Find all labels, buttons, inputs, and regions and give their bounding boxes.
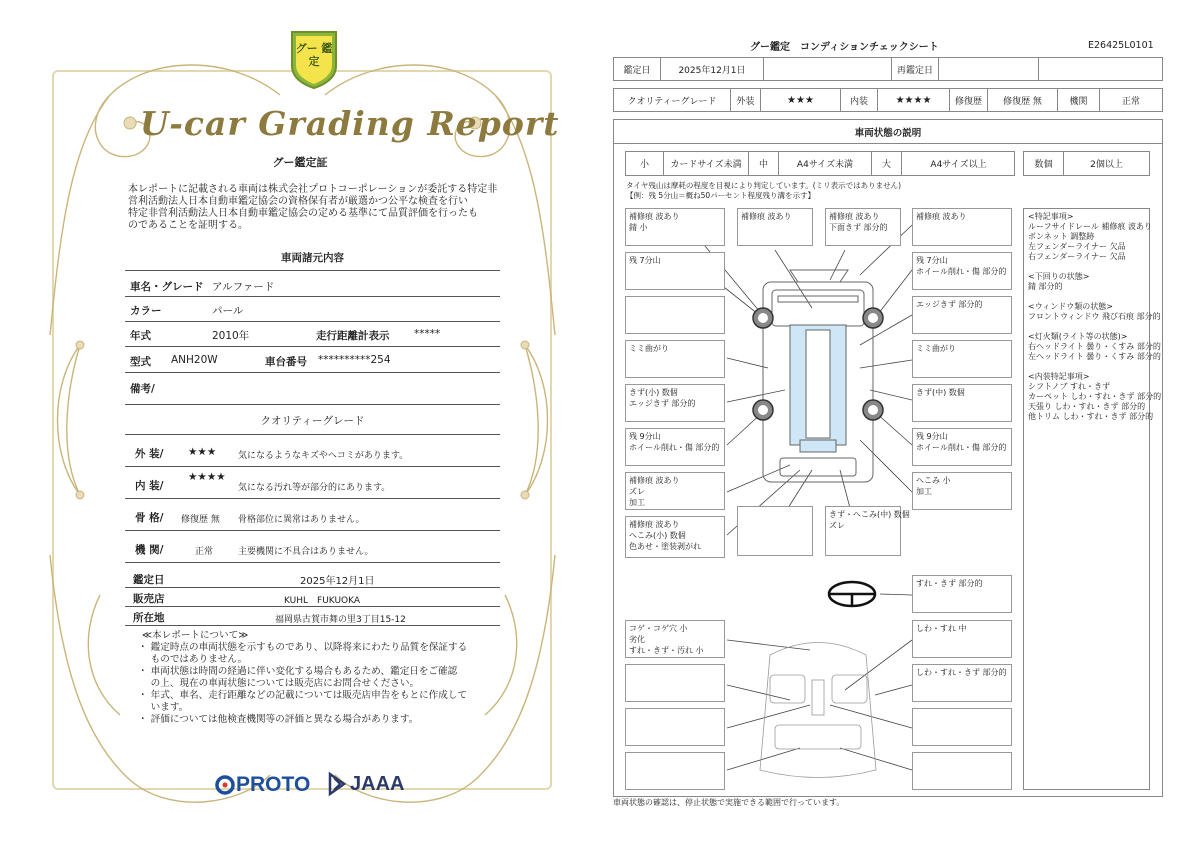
interior-stars: ★★★★ [188,471,226,483]
condition-box [912,208,1012,246]
condition-text: 劣化 [629,635,645,644]
engine-label: 機 関/ [135,544,164,556]
note-line: の上、現在の車両状態については販売店にお問合せください。 [138,678,420,689]
size-large: 大 [872,152,902,175]
report-title: U-car Grading Report [140,104,560,143]
condition-text: コゲ・コゲ穴 小 [629,624,688,633]
special-notes-panel [1023,208,1162,790]
condition-text: しわ・すれ・きず 部分的 [916,668,1007,677]
size-large-desc: A4サイズ以上 [930,160,987,170]
condition-text: 補修痕 波あり [741,212,792,221]
model-value: ANH20W [171,354,218,366]
exterior-desc: 気になるようなキズやヘコミがあります。 [238,451,409,461]
car-top-view [763,270,873,482]
redate-value [939,58,1039,80]
condition-box [737,208,813,246]
notes-heading: ≪本レポートについて≫ [142,630,249,641]
jaaa-logo [328,772,404,796]
car-name-value: アルファード [212,281,275,293]
condition-text: 残 9分山 [629,432,661,441]
condition-box [912,252,1012,290]
condition-box [625,472,725,510]
count-desc: 2個以上 [1090,160,1123,170]
condition-text: エッジきず 部分的 [916,300,983,309]
proto-logo [215,773,310,797]
special-note-line: カーペット しわ・すれ・きず 部分的 [1028,392,1162,401]
chassis-label: 車台番号 [265,356,307,368]
condition-box [825,208,901,246]
engine-value: 正常 [195,547,214,557]
condition-text: 錆 小 [629,223,648,232]
color-label: カラー [130,305,162,317]
size-legend [625,151,1015,176]
condition-box [625,252,725,290]
condition-text: 補修痕 波あり [916,212,967,221]
intro-line: 営利活動法人日本自動車鑑定協会の資格保有者が厳選かつ公平な検査を行い [128,196,468,207]
special-note-line: 左フェンダーライナー 欠品 [1028,242,1126,251]
condition-text: 加工 [629,498,645,507]
condition-box [912,664,1012,702]
condition-box [625,516,725,558]
exterior-label: 外 装/ [135,448,164,460]
special-note-line: 他トリム しわ・すれ・きず 部分的 [1028,412,1154,421]
size-mid-desc: A4サイズ未満 [779,152,872,175]
condition-box [625,708,725,746]
engine-label-r: 機関 [1058,89,1100,111]
interior-label: 内 装/ [135,480,164,492]
condition-box [912,384,1012,422]
quality-row [613,88,1163,112]
condition-box [912,708,1012,746]
special-note-line: 右ヘッドライト 曇り・くすみ 部分的 [1028,342,1161,351]
date-label: 鑑定日 [614,58,661,80]
year-label: 年式 [130,330,151,342]
condition-text: 残 7分山 [916,256,948,265]
condition-text: ホイール削れ・傷 部分的 [916,267,1007,276]
size-small-desc: カードサイズ未満 [664,152,749,175]
qg-label: クオリティーグレード [614,89,731,111]
condition-box [625,208,725,246]
jaaa-mark-icon [328,772,346,796]
condition-text: 残 7分山 [629,256,661,265]
color-value: パール [212,305,244,317]
condition-text: 補修痕 波あり [629,520,680,529]
special-note-line: シフトノブ すれ・きず [1028,382,1111,391]
condition-text: ホイール削れ・傷 部分的 [916,443,1007,452]
document-id: E26425L0101 [1088,40,1154,51]
condition-text: 補修痕 波あり [829,212,880,221]
size-small: 小 [626,152,664,175]
condition-text: ズレ [829,521,845,530]
condition-text: きず・へこみ(中) 数個 [829,510,910,519]
specs-heading: 車両諸元内容 [281,252,344,264]
size-mid: 中 [749,152,779,175]
note-line: ・ 鑑定時点の車両状態を示すものであり、以降将来にわたり品質を保証する [138,642,468,653]
note-line: ・ 年式、車名、走行距離などの記載については販売店申告をもとに作成して [138,690,468,701]
repair-label: 修復歴 [950,89,988,111]
dealer-label: 販売店 [133,593,165,605]
special-note-line [1028,292,1145,302]
goo-kantei-badge [288,28,340,90]
condition-text: 補修痕 波あり [629,476,680,485]
quality-heading: クオリティーグレード [260,415,365,427]
note-line: ものではありません。 [138,654,248,665]
condition-box [912,575,1012,613]
special-note-line: ボンネット 調整跡 [1028,232,1095,241]
remarks-label: 備考/ [130,383,155,395]
condition-box [825,506,910,556]
redate-label: 再鑑定日 [892,58,939,80]
model-label: 型式 [130,356,151,368]
frame-desc: 骨格部位に異常はありません。 [238,515,365,525]
special-note-line [1028,322,1145,332]
chassis-value: **********254 [318,354,391,366]
condition-text: 色あせ・塗装剥がれ [629,542,701,551]
condition-text: へこみ(小) 数個 [629,531,686,540]
condition-box [625,620,725,658]
condition-box [912,428,1012,466]
notes-section [138,630,467,726]
condition-box [912,340,1012,378]
condition-box [737,506,813,556]
mileage-value: ***** [414,328,441,340]
exterior-stars: ★★★ [188,446,217,458]
condition-box [912,620,1012,658]
condition-text: しわ・すれ 中 [916,624,967,633]
dealer-name: KUHL FUKUOKA [284,596,361,606]
interior-desc: 気になる汚れ等が部分的にあります。 [238,483,391,493]
footer-note: 車両状態の確認は、停止状態で実施できる範囲で行っています。 [613,798,845,807]
special-note-line: 右フェンダーライナー 欠品 [1028,252,1126,261]
condition-text: ミミ曲がり [916,344,956,353]
intro-line: 本レポートに記載される車両は株式会社プロトコーポレーションが委託する特定非 [128,184,498,195]
certificate-heading: グー鑑定証 [272,156,328,169]
car-name-label: 車名・グレード [130,281,204,293]
condition-box [912,752,1012,790]
special-note-line [1028,262,1145,272]
intro-paragraph [128,184,497,232]
condition-text: すれ・きず・汚れ 小 [629,646,704,655]
intro-line: のであることを証明する。 [128,220,248,231]
condition-box [625,664,725,702]
tire-note-1: タイヤ残山は摩耗の程度を目視により判定しています。(ミリ表示ではありません) [626,181,902,190]
special-note-line: <灯火類(ライト等の状態)> [1028,332,1128,341]
special-note-line: 錆 部分的 [1028,282,1063,291]
condition-box [625,752,725,790]
special-note-line: 天張り しわ・すれ・きず 部分的 [1028,402,1146,411]
condition-text: 下面きず 部分的 [829,223,888,232]
int-stars: ★★★★ [878,89,950,111]
engine-value-r: 正常 [1121,96,1140,107]
condition-text: きず(中) 数個 [916,388,965,397]
frame-label: 骨 格/ [135,512,164,524]
frame-value: 修復歴 無 [181,515,220,525]
badge-text: グー 鑑定 [295,42,333,68]
proto-text: PROTO [236,773,311,796]
special-note-line: <下回りの状態> [1028,272,1090,281]
date-row [613,57,1163,81]
special-note-line: <内装特記事項> [1028,372,1090,381]
mileage-label: 走行距離計表示 [316,330,390,342]
condition-text: ズレ [629,487,645,496]
condition-box [625,296,725,334]
condition-text: 残 9分山 [916,432,948,441]
condition-heading: 車両状態の説明 [854,128,922,139]
special-note-line: 左ヘッドライト 曇り・くすみ 部分的 [1028,352,1161,361]
sheet-title: グー鑑定 コンディションチェックシート [750,42,939,53]
condition-text: 補修痕 波あり [629,212,680,221]
condition-text: 加工 [916,487,932,496]
count-legend [1023,151,1150,176]
steering-wheel-icon [829,582,875,606]
condition-box [912,472,1012,510]
year-value: 2010年 [212,330,250,342]
condition-text: きず(小) 数個 [629,388,678,397]
car-interior-view [760,643,876,778]
proto-mark-icon [215,775,235,795]
jaaa-text: JAAA [350,772,405,795]
int-label: 内装 [841,89,878,111]
blank-cell [764,58,892,80]
special-note-line: ルーフサイドレール 補修痕 波あり [1028,222,1152,231]
appraisal-date-label: 鑑定日 [133,574,165,586]
count-label: 数個 [1024,152,1064,175]
condition-text: へこみ 小 [916,476,951,485]
condition-box [625,340,725,378]
condition-text: すれ・きず 部分的 [916,579,983,588]
special-note-line: <特記事項> [1028,212,1074,221]
note-line: ・ 車両状態は時間の経過に伴い変化する場合もあるため、鑑定日をご確認 [138,666,458,677]
ext-stars: ★★★ [761,89,841,111]
special-note-line: フロントウィンドウ 飛び石痕 部分的 [1028,312,1161,321]
ext-label: 外装 [731,89,761,111]
repair-value: 修復歴 無 [988,89,1058,111]
date-value: 2025年12月1日 [661,58,764,80]
location-label: 所在地 [133,612,165,624]
condition-text: エッジきず 部分的 [629,399,696,408]
location-value: 福岡県古賀市舞の里3丁目15-12 [275,615,406,625]
condition-text: ミミ曲がり [629,344,669,353]
tire-note-2: 【例：残 5分山＝概ね50パーセント程度残り溝を示す】 [626,191,816,200]
note-line: ・ 評価については他検査機関等の評価と異なる場合があります。 [138,714,419,725]
intro-line: 特定非営利活動法人日本自動車鑑定協会の定める基準にて品質評価を行ったも [128,208,478,219]
condition-text: ホイール削れ・傷 部分的 [629,443,720,452]
appraisal-date: 2025年12月1日 [300,576,375,587]
condition-box [625,428,725,466]
special-note-line: <ウィンドウ類の状態> [1028,302,1113,311]
special-note-line [1028,362,1145,372]
condition-box [912,296,1012,334]
note-line: います。 [138,702,189,713]
engine-desc: 主要機関に不具合はありません。 [238,547,374,557]
condition-box [625,384,725,422]
